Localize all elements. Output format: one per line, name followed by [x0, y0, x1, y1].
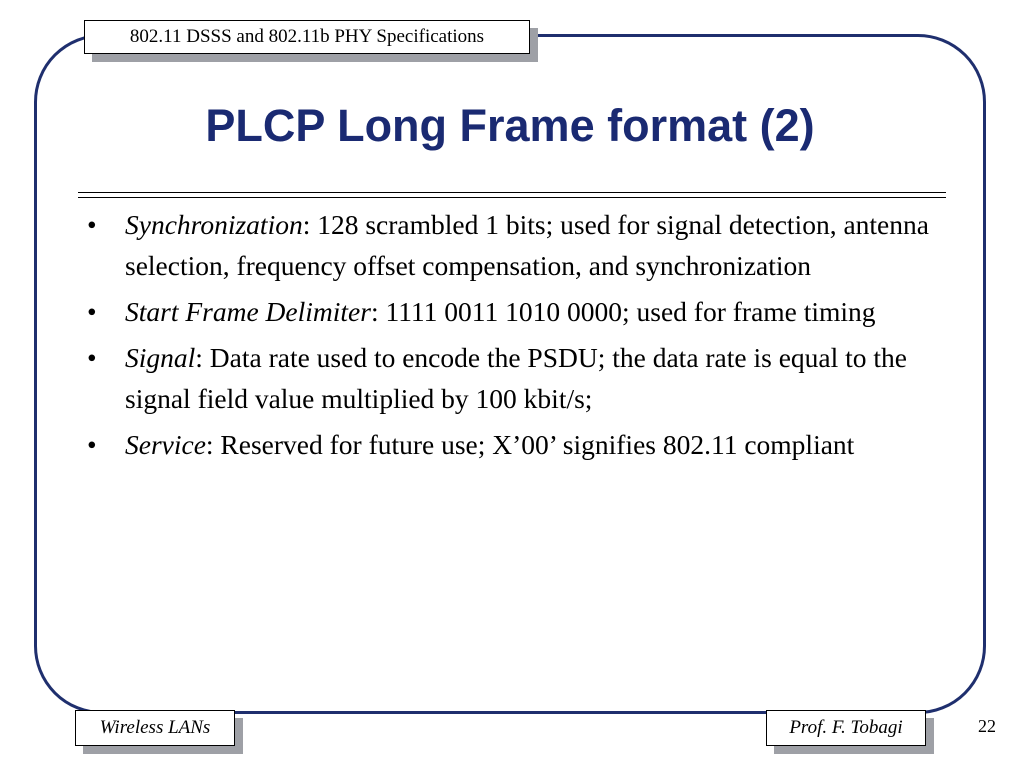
- bullet-text: : 128 scrambled 1 bits; used for signal detection, antenna selection, frequency offset compensation, and synchronization: [125, 209, 929, 281]
- bullet-term: Service: [125, 429, 206, 460]
- header-label: 802.11 DSSS and 802.11b PHY Specifications: [84, 20, 530, 54]
- bullet-term: Signal: [125, 342, 196, 373]
- bullet-list: [84, 204, 946, 470]
- bullet-text: : Data rate used to encode the PSDU; the data rate is equal to the signal field value multiplied by 100 kbit/s;: [125, 342, 907, 414]
- bullet-text: : Reserved for future use; X’00’ signifies 802.11 compliant: [205, 429, 855, 460]
- bullet-term: Synchronization: [125, 209, 303, 240]
- page-number: 22: [978, 716, 996, 736]
- bullet-icon: •: [87, 342, 97, 373]
- bullet-icon: •: [87, 429, 97, 460]
- bullet-text: : 1111 0011 1010 0000; used for frame timing: [370, 296, 876, 327]
- bullet-icon: •: [87, 296, 97, 327]
- footer-course-label: Wireless LANs: [75, 710, 235, 746]
- title-divider-top: [78, 192, 946, 193]
- footer-author-label: Prof. F. Tobagi: [766, 710, 926, 746]
- title-divider-bottom: [78, 197, 946, 198]
- slide-title: PLCP Long Frame format (2): [205, 100, 815, 151]
- bullet-item-signal: [84, 337, 946, 419]
- bullet-item-service: [84, 424, 946, 465]
- bullet-item-start-frame-delimiter: [84, 291, 946, 332]
- bullet-item-synchronization: [84, 204, 946, 286]
- bullet-term: Start Frame Delimiter: [125, 296, 371, 327]
- bullet-icon: •: [87, 209, 97, 240]
